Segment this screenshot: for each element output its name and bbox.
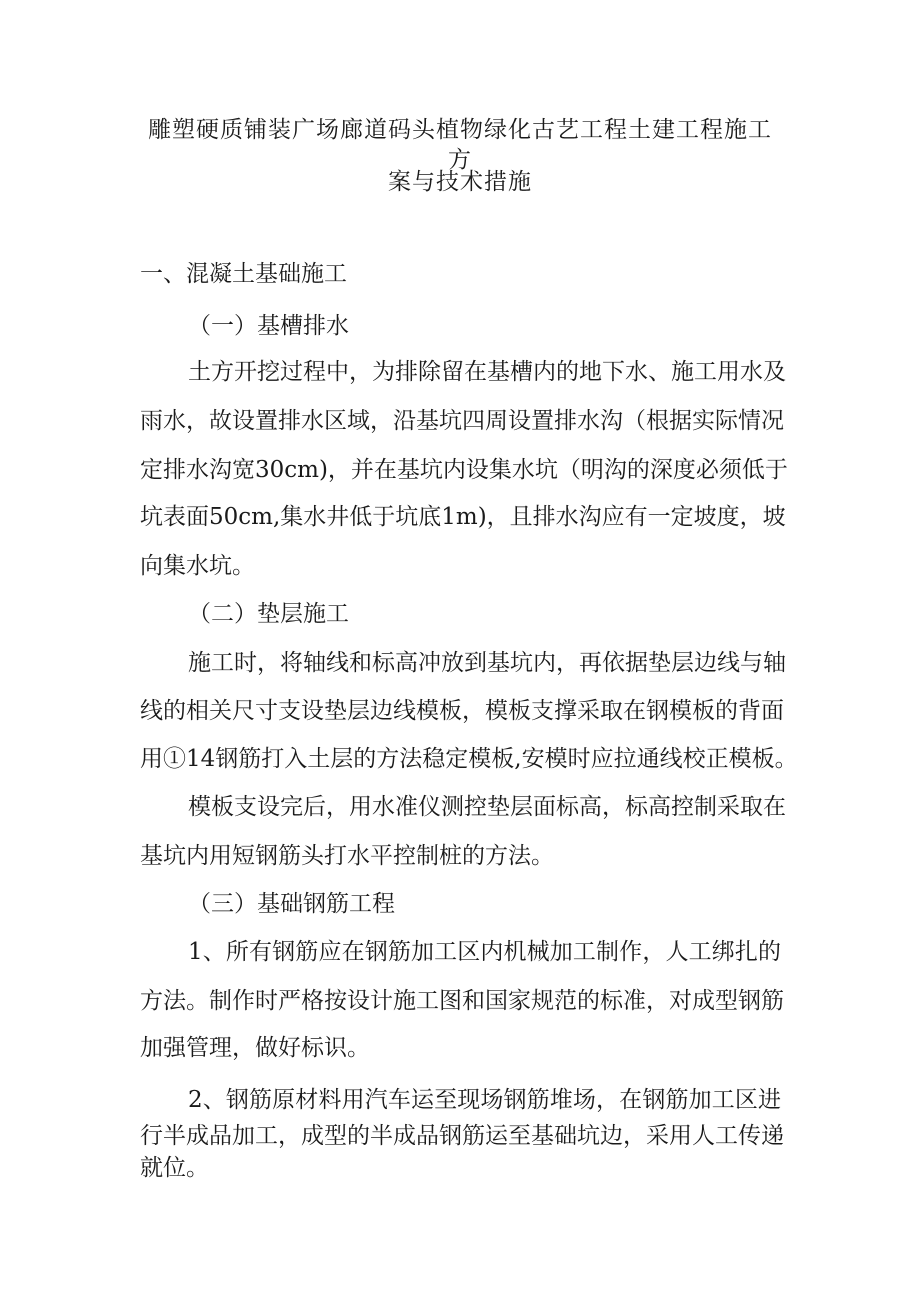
paragraph-line: 雨水，故设置排水区域，沿基坑四周设置排水沟（根据实际情况: [140, 408, 784, 434]
subsection-heading-rebar: （三）基础钢筋工程: [188, 891, 395, 917]
paragraph-line: 2、钢筋原材料用汽车运至现场钢筋堆场，在钢筋加工区进: [188, 1087, 781, 1113]
subsection-heading-drainage: （一）基槽排水: [188, 313, 349, 339]
paragraph-line: 就位。: [140, 1155, 209, 1181]
paragraph-line: 行半成品加工，成型的半成品钢筋运至基础坑边，采用人工传递: [140, 1123, 784, 1149]
paragraph-line: 方法。制作时严格按设计施工图和国家规范的标准，对成型钢筋: [140, 988, 784, 1014]
paragraph-line: 施工时，将轴线和标高冲放到基坑内，再依据垫层边线与轴: [188, 650, 786, 676]
section-heading-concrete-foundation: 一、混凝土基础施工: [140, 261, 347, 287]
paragraph-line: 模板支设完后，用水准仪测控垫层面标高，标高控制采取在: [188, 794, 786, 820]
paragraph-line: 用①14钢筋打入土层的方法稳定模板,安模时应拉通线校正模板。: [140, 746, 798, 772]
document-title-line-1: 雕塑硬质铺装广场廊道码头植物绿化古艺工程土建工程施工方: [148, 117, 772, 173]
subsection-heading-cushion-layer: （二）垫层施工: [188, 601, 349, 627]
paragraph-line: 线的相关尺寸支设垫层边线模板，模板支撑采取在钢模板的背面: [140, 698, 784, 724]
paragraph-line: 1、所有钢筋应在钢筋加工区内机械加工制作，人工绑扎的: [188, 939, 781, 965]
paragraph-line: 定排水沟宽30cm)，并在基坑内设集水坑（明沟的深度必须低于: [140, 457, 788, 483]
paragraph-line: 坑表面50cm,集水井低于坑底1m)，且排水沟应有一定坡度，坡: [140, 504, 786, 530]
document-title-line-2: 案与技术措施: [388, 169, 532, 195]
paragraph-line: 土方开挖过程中，为排除留在基槽内的地下水、施工用水及: [188, 359, 786, 385]
paragraph-line: 向集水坑。: [140, 553, 255, 579]
paragraph-line: 基坑内用短钢筋头打水平控制桩的方法。: [140, 843, 554, 869]
paragraph-line: 加强管理，做好标识。: [140, 1035, 370, 1061]
